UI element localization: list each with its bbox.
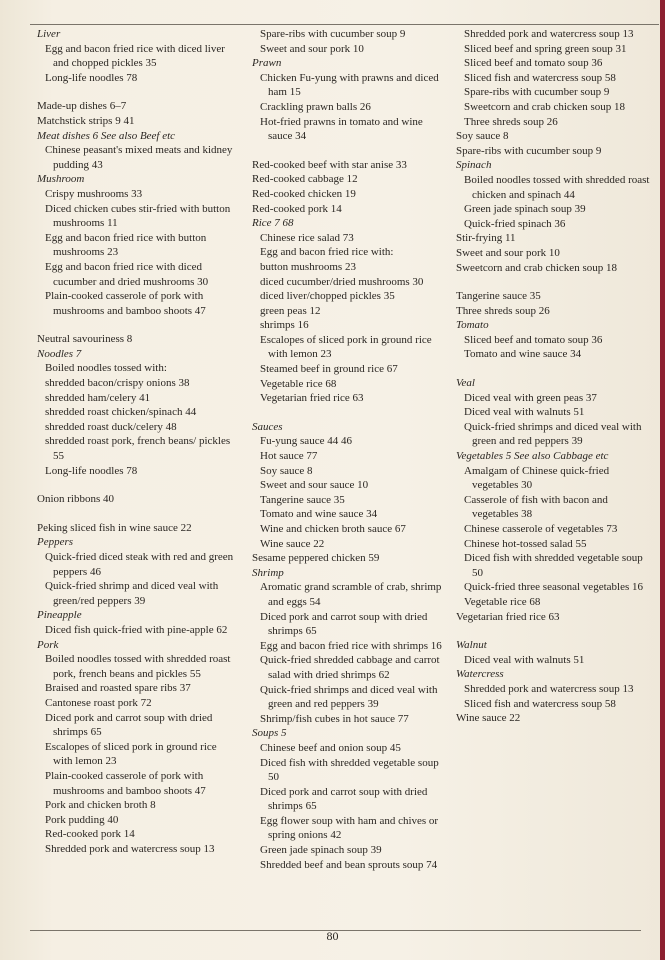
index-entry: diced liver/chopped pickles 35 — [260, 290, 395, 303]
index-entry: Sliced beef and tomato soup 36 — [464, 57, 603, 70]
index-entry: shrimps 16 — [260, 319, 309, 332]
index-entry: Amalgam of Chinese quick-fried vegetables 30 — [464, 464, 610, 492]
index-heading: Pork — [37, 638, 59, 651]
index-entry: Sweetcorn and crab chicken soup 18 — [464, 100, 625, 113]
index-heading: Soups 5 — [252, 727, 287, 740]
index-entry: Shredded pork and watercress soup 13 — [45, 842, 215, 855]
index-heading: Peppers — [37, 536, 74, 549]
index-entry: Egg and bacon fried rice with diced liver and chopped pickles 35 — [45, 42, 225, 70]
index-entry: Casserole of fish with bacon and vegetables 38 — [464, 493, 608, 521]
index-entry: shredded roast pork, french beans/ pickles 55 — [45, 435, 231, 463]
index-column-2 — [252, 27, 447, 872]
index-entry: Egg and bacon fried rice with button mushrooms 23 — [45, 231, 207, 259]
index-entry: Red-cooked beef with star anise 33 — [252, 158, 407, 171]
index-entry: Shredded pork and watercress soup 13 — [464, 682, 634, 695]
index-entry: Egg and bacon fried rice with: — [260, 246, 394, 259]
index-entry: Chinese beef and onion soup 45 — [260, 741, 401, 754]
index-entry: Plain-cooked casserole of pork with mushrooms and bamboo shoots 47 — [45, 769, 206, 797]
index-entry: Made-up dishes 6–7 — [37, 100, 127, 113]
index-entry: Red-cooked chicken 19 — [252, 187, 356, 200]
index-heading: Watercress — [456, 668, 504, 681]
index-entry: Wine and chicken broth sauce 67 — [260, 523, 406, 535]
index-entry: Diced veal with green peas 37 — [464, 391, 597, 404]
index-entry: Diced pork and carrot soup with dried shrimps 65 — [260, 610, 428, 638]
index-entry: shredded roast chicken/spinach 44 — [45, 406, 197, 419]
index-entry: Escalopes of sliced pork in ground rice with lemon 23 — [260, 333, 432, 361]
index-entry: Vegetarian fried rice 63 — [456, 610, 560, 623]
index-entry: Matchstick strips 9 41 — [37, 114, 135, 127]
index-entry: Pork pudding 40 — [45, 813, 119, 826]
index-heading: Sauces — [252, 420, 283, 433]
index-entry: Boiled noodles tossed with: — [45, 362, 167, 375]
index-entry: Egg and bacon fried rice with shrimps 16 — [260, 639, 442, 652]
index-entry: Diced fish with shredded vegetable soup 50 — [260, 756, 439, 784]
index-entry: Tomato and wine sauce 34 — [260, 508, 378, 521]
index-entry: Chinese peasant's mixed meats and kidney pudding 43 — [45, 144, 233, 171]
index-entry: Fu-yung sauce 44 46 — [260, 435, 352, 448]
index-entry: Quick-fried diced steak with red and green peppers 46 — [45, 551, 234, 578]
index-entry: Quick-fried shrimp and diced veal with green/red peppers 39 — [45, 580, 219, 607]
index-heading: Tomato — [456, 319, 489, 332]
index-entry: Spare-ribs with cucumber soup 9 — [456, 144, 602, 157]
index-entry: Crackling prawn balls 26 — [260, 100, 371, 113]
index-entry: Sliced fish and watercress soup 58 — [464, 697, 616, 710]
index-entry: Cantonese roast pork 72 — [45, 696, 152, 709]
index-entry: Neutral savouriness 8 — [37, 333, 133, 346]
index-entry: Tangerine sauce 35 — [260, 493, 345, 506]
index-entry: Shredded pork and watercress soup 13 — [464, 28, 634, 40]
index-gap — [37, 507, 237, 521]
index-heading: Noodles 7 — [37, 347, 82, 360]
index-entry: Sweet and sour sauce 10 — [260, 479, 369, 492]
index-entry: diced cucumber/dried mushrooms 30 — [260, 275, 424, 288]
index-entry: Boiled noodles tossed with shredded roast chicken and spinach 44 — [464, 173, 650, 201]
index-heading: Vegetables 5 See also Cabbage etc — [456, 450, 609, 463]
index-entry: Three shreds soup 26 — [456, 304, 550, 317]
index-entry: Soy sauce 8 — [260, 464, 313, 477]
index-entry: Sweet and sour pork 10 — [260, 42, 364, 55]
index-entry: Quick-fried three seasonal vegetables 16 — [464, 581, 643, 594]
index-entry: Hot sauce 77 — [260, 450, 318, 463]
index-gap — [37, 318, 237, 332]
index-entry: Spare-ribs with cucumber soup 9 — [260, 28, 406, 40]
index-entry: Vegetarian fried rice 63 — [260, 392, 364, 405]
index-entry: Quick-fried shrimps and diced veal with green and red peppers 39 — [260, 683, 438, 711]
index-heading: Spinach — [456, 159, 492, 172]
index-entry: Vegetable rice 68 — [260, 377, 337, 390]
index-entry: Diced veal with walnuts 51 — [464, 406, 585, 419]
top-rule — [30, 24, 659, 25]
index-entry: green peas 12 — [260, 304, 321, 317]
index-entry: Diced fish quick-fried with pine-apple 62 — [45, 623, 228, 636]
index-column-1 — [37, 27, 237, 856]
index-gap — [252, 406, 447, 420]
index-entry: Chinese hot-tossed salad 55 — [464, 537, 587, 550]
index-entry: Tangerine sauce 35 — [456, 290, 541, 303]
index-gap — [456, 624, 654, 638]
index-entry: Diced pork and carrot soup with dried shrimps 65 — [45, 711, 213, 739]
index-entry: Red-cooked pork 14 — [45, 828, 135, 841]
index-entry: Quick-fried shredded cabbage and carrot salad with dried shrimps 62 — [260, 654, 440, 681]
index-entry: Diced pork and carrot soup with dried shrimps 65 — [260, 785, 428, 813]
index-entry: Red-cooked cabbage 12 — [252, 173, 358, 186]
index-entry: Diced chicken cubes stir-fried with button mushrooms 11 — [45, 202, 231, 230]
index-entry: Green jade spinach soup 39 — [464, 203, 586, 216]
index-gap — [456, 275, 654, 289]
index-entry: Hot-fried prawns in tomato and wine sauce 34 — [260, 115, 423, 143]
index-entry: Wine sauce 22 — [456, 712, 521, 725]
index-entry: Chinese casserole of vegetables 73 — [464, 523, 618, 535]
index-gap — [456, 362, 654, 376]
index-entry: Long-life noodles 78 — [45, 71, 138, 84]
index-entry: Aromatic grand scramble of crab, shrimp and eggs 54 — [260, 581, 442, 608]
index-entry: Egg flower soup with ham and chives or spring onions 42 — [260, 814, 439, 842]
index-entry: Diced veal with walnuts 51 — [464, 653, 585, 666]
index-gap — [252, 144, 447, 158]
index-entry: Diced fish with shredded vegetable soup 50 — [464, 552, 643, 579]
index-entry: Pork and chicken broth 8 — [45, 799, 156, 812]
page-number: 80 — [326, 929, 339, 943]
index-entry: Egg and bacon fried rice with diced cucumber and dried mushrooms 30 — [45, 260, 209, 288]
index-heading: Liver — [37, 28, 61, 40]
index-entry: Shrimp/fish cubes in hot sauce 77 — [260, 712, 409, 725]
index-entry: Shredded beef and bean sprouts soup 74 — [260, 858, 438, 871]
index-entry: Boiled noodles tossed with shredded roast pork, french beans and pickles 55 — [45, 653, 231, 680]
index-entry: Sweet and sour pork 10 — [456, 246, 560, 259]
index-entry: Three shreds soup 26 — [464, 115, 558, 128]
index-gap — [37, 85, 237, 99]
index-entry: Escalopes of sliced pork in ground rice with lemon 23 — [45, 740, 217, 768]
index-column-3 — [456, 27, 654, 726]
index-entry: Braised and roasted spare ribs 37 — [45, 682, 191, 695]
index-heading: Walnut — [456, 639, 487, 652]
index-entry: Sweetcorn and crab chicken soup 18 — [456, 261, 617, 274]
index-entry: Sesame peppered chicken 59 — [252, 552, 380, 565]
index-heading: Prawn — [252, 57, 282, 70]
index-heading: Shrimp — [252, 566, 284, 579]
index-entry: Steamed beef in ground rice 67 — [260, 363, 398, 376]
index-entry: Quick-fried spinach 36 — [464, 217, 566, 230]
index-gap — [37, 478, 237, 492]
index-entry: button mushrooms 23 — [260, 260, 356, 273]
index-entry: Crispy mushrooms 33 — [45, 187, 143, 200]
index-entry: Green jade spinach soup 39 — [260, 844, 382, 857]
index-entry: Plain-cooked casserole of pork with mushrooms and bamboo shoots 47 — [45, 290, 206, 317]
index-heading: Pineapple — [37, 609, 82, 622]
index-heading: Mushroom — [37, 173, 85, 186]
index-entry: shredded bacon/crispy onions 38 — [45, 377, 190, 390]
index-entry: Long-life noodles 78 — [45, 464, 138, 477]
index-entry: Sliced beef and spring green soup 31 — [464, 42, 627, 55]
index-entry: Chicken Fu-yung with prawns and diced ham 15 — [260, 71, 439, 99]
index-entry: Sliced beef and tomato soup 36 — [464, 333, 603, 346]
index-entry: Wine sauce 22 — [260, 537, 325, 550]
index-entry: Onion ribbons 40 — [37, 493, 114, 506]
index-entry: Soy sauce 8 — [456, 130, 509, 143]
index-entry: Red-cooked pork 14 — [252, 202, 342, 215]
index-entry: shredded ham/celery 41 — [45, 391, 151, 404]
index-entry: Spare-ribs with cucumber soup 9 — [464, 86, 610, 99]
index-entry: Tomato and wine sauce 34 — [464, 348, 582, 361]
index-entry: Quick-fried shrimps and diced veal with green and red peppers 39 — [464, 420, 642, 448]
index-heading: Meat dishes 6 See also Beef etc — [37, 129, 176, 142]
index-entry: Sliced fish and watercress soup 58 — [464, 71, 616, 84]
index-heading: Rice 7 68 — [252, 217, 294, 230]
index-entry: Stir-frying 11 — [456, 232, 516, 245]
index-entry: Chinese rice salad 73 — [260, 231, 354, 244]
index-entry: Vegetable rice 68 — [464, 595, 541, 608]
index-entry: shredded roast duck/celery 48 — [45, 420, 177, 433]
index-heading: Veal — [456, 377, 475, 390]
page-edge — [660, 0, 665, 960]
index-entry: Peking sliced fish in wine sauce 22 — [37, 521, 192, 534]
